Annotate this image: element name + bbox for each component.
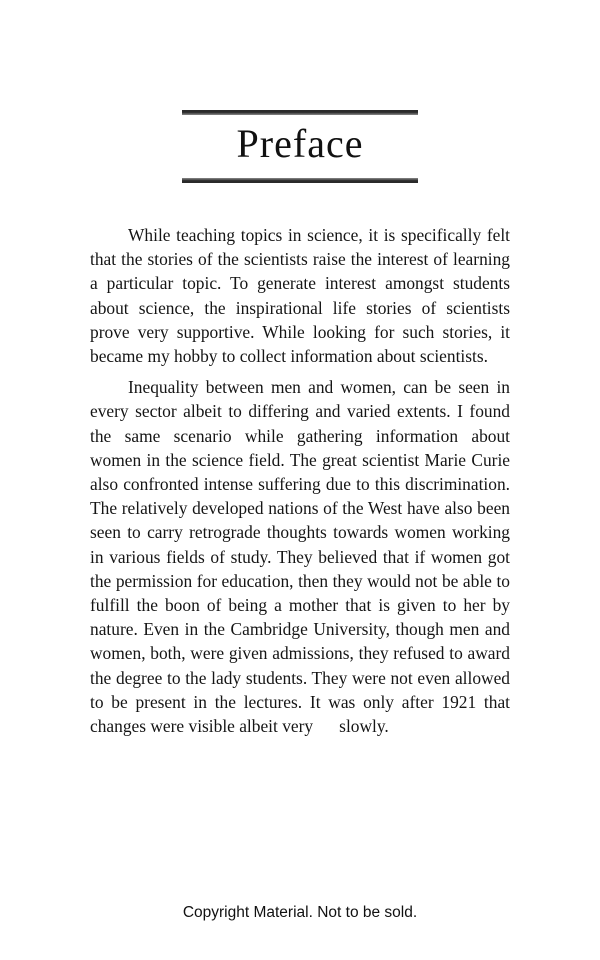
paragraph-2: Inequality between men and women, can be seen in every sector albeit to differing and varied extents. I found the same scenario while gathering information about women in the science field. The great scientist Marie Curie also confronted intense suffering due to this discrimination. The relatively developed nations of the West have also been seen to carry retrograde thoughts towards women working in various fields of study. They believed that if women got the permission for education, then they would not be able to fulfill the boon of being a mother that is given to her by nature. Even in the Cambridge University, though men and women, both, were given admissions, they refused to award the degree to the lady students. They were not even allowed to be present in the lectures. It was only after 1921 that changes were visible albeit very slowly.	[90, 377, 515, 737]
title-bottom-rule	[182, 178, 418, 183]
title-top-rule	[182, 110, 418, 115]
page-title: Preface	[236, 121, 364, 166]
paragraph-1: While teaching topics in science, it is specifically felt that the stories of the scientists raise the interest of learning a particular topic. To generate interest amongst students about science, the inspirational life stories of scientists prove very supportive. While looking for such stories, it became my hobby to collect information about scientists.	[90, 225, 510, 367]
copyright-notice: Copyright Material. Not to be sold.	[182, 904, 418, 921]
preface-body	[90, 223, 515, 745]
title-block	[182, 110, 418, 184]
